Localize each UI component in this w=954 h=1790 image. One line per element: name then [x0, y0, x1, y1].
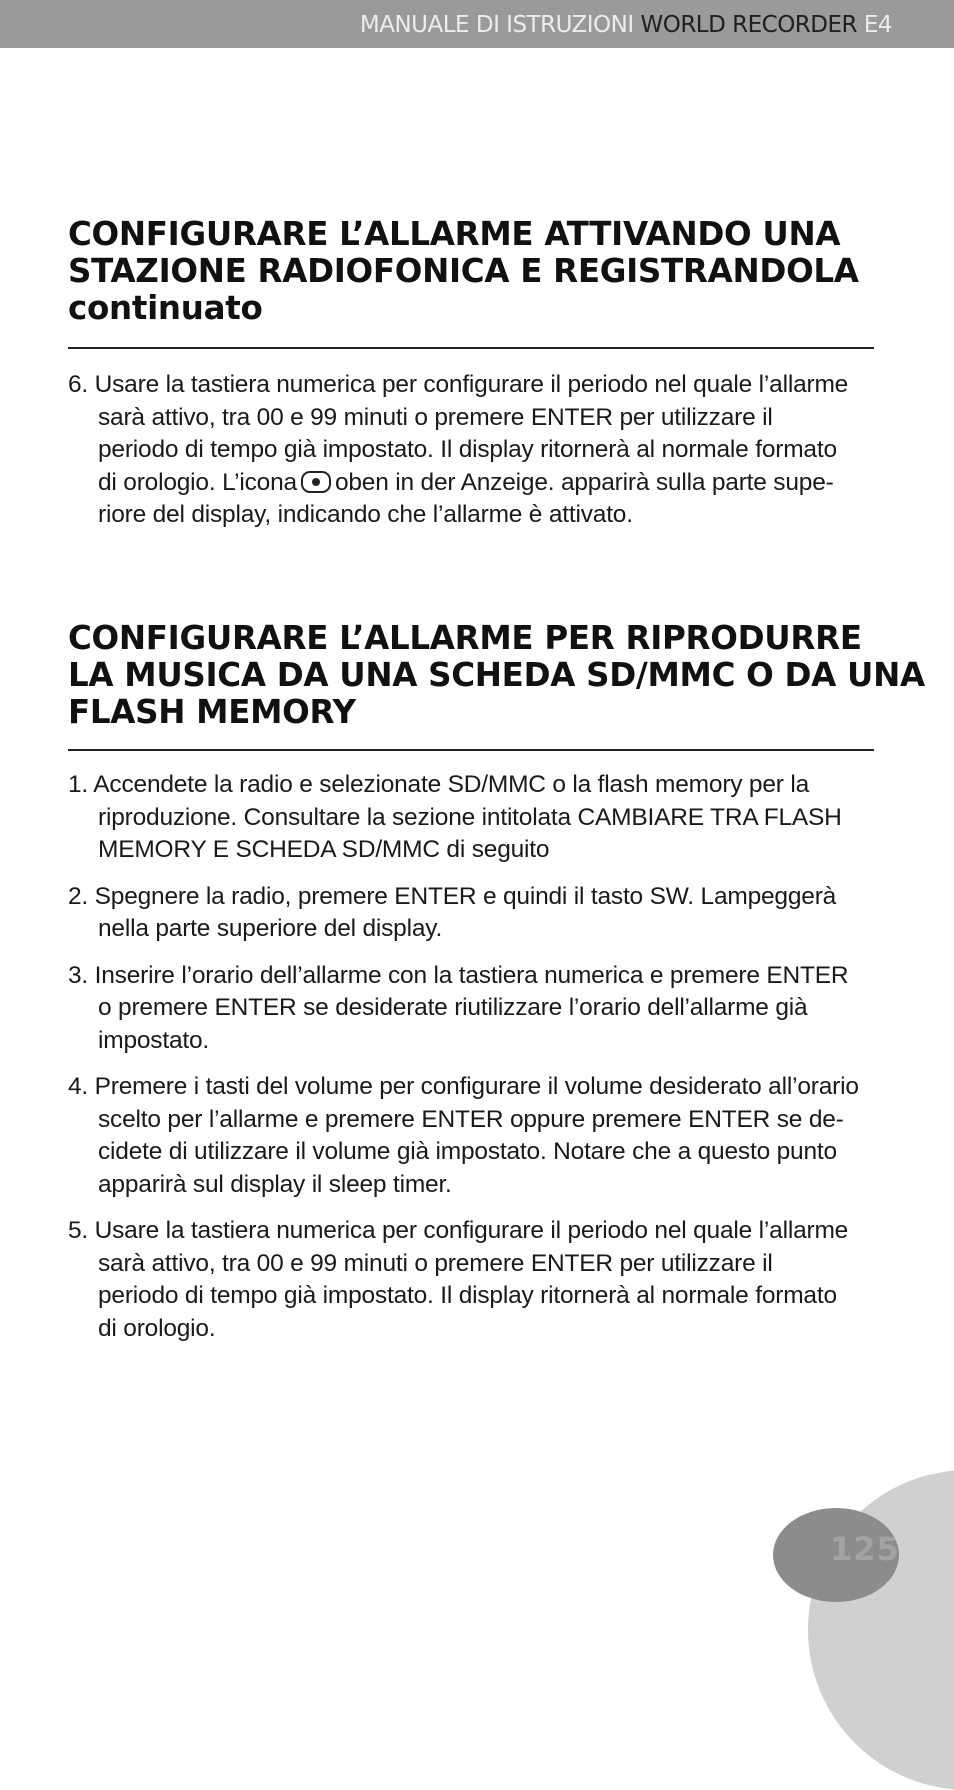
heading-line: continuato — [68, 289, 263, 327]
section-heading — [68, 216, 874, 327]
header-model-suffix: E4 — [863, 12, 892, 38]
heading-line: CONFIGURARE L’ALLARME ATTIVANDO UNA — [68, 215, 841, 253]
steps-list — [68, 769, 874, 1345]
section-alarm-radio-recording — [68, 216, 874, 546]
step-item: 4. Premere i tasti del volume per configurare il volume desiderato all’orario scelto per l’allarme e premere ENTER oppure premere ENTER se de- cidete di utilizzare il volume già impostato. Notare che a questo punto apparirà sul display il sleep timer. — [68, 1073, 859, 1198]
manual-header-title — [360, 12, 892, 38]
heading-line: LA MUSICA DA UNA SCHEDA SD/MMC O DA UNA — [68, 656, 925, 694]
step-item: 3. Inserire l’orario dell’allarme con la tastiera numerica e premere ENTER o premere ENTER se desiderate riutilizzare l’orario dell’allarme già impostato. — [68, 961, 849, 1054]
step-text: 6. Usare la tastiera numerica per configurare il periodo nel quale l’allarme sarà attivo, tra 00 e 99 minuti o premere ENTER per utilizzare il periodo di tempo già impostato. Il display ritornerà al normale formato di orologio. L’icona — [68, 371, 849, 496]
header-product-name: WORLD RECORDER — [640, 12, 858, 38]
step-item: 1. Accendete la radio e selezionate SD/MMC o la flash memory per la riproduzione. Consultare la sezione intitolata CAMBIARE TRA FLASH MEMORY E SCHEDA SD/MMC di seguito — [68, 771, 842, 863]
header-bar — [0, 0, 954, 48]
step-item — [68, 369, 874, 532]
step-item: 2. Spegnere la radio, premere ENTER e quindi il tasto SW. Lampeggerà nella parte superiore del display. — [68, 882, 837, 942]
page-number: 125 — [830, 1530, 900, 1568]
heading-line: CONFIGURARE L’ALLARME PER RIPRODURRE — [68, 619, 862, 657]
heading-line: STAZIONE RADIOFONICA E REGISTRANDOLA — [68, 252, 859, 290]
heading-line: FLASH MEMORY — [68, 693, 356, 731]
step-item: 5. Usare la tastiera numerica per configurare il periodo nel quale l’allarme sarà attivo, tra 00 e 99 minuti o premere ENTER per utilizzare il periodo di tempo già impostato. Il display ritornerà al normale formato di orologio. — [68, 1217, 849, 1342]
section-divider — [68, 749, 874, 751]
steps-list — [68, 369, 874, 532]
step-text: oben in der Anzeige. apparirà sulla parte supe- riore del display, indicando che l’allarme è attivato. — [98, 468, 834, 528]
header-manual-label: MANUALE DI ISTRUZIONI — [359, 12, 634, 38]
section-alarm-music-playback — [68, 619, 925, 1359]
alarm-record-icon — [301, 471, 331, 493]
section-divider — [68, 347, 874, 349]
section-heading — [68, 619, 925, 731]
